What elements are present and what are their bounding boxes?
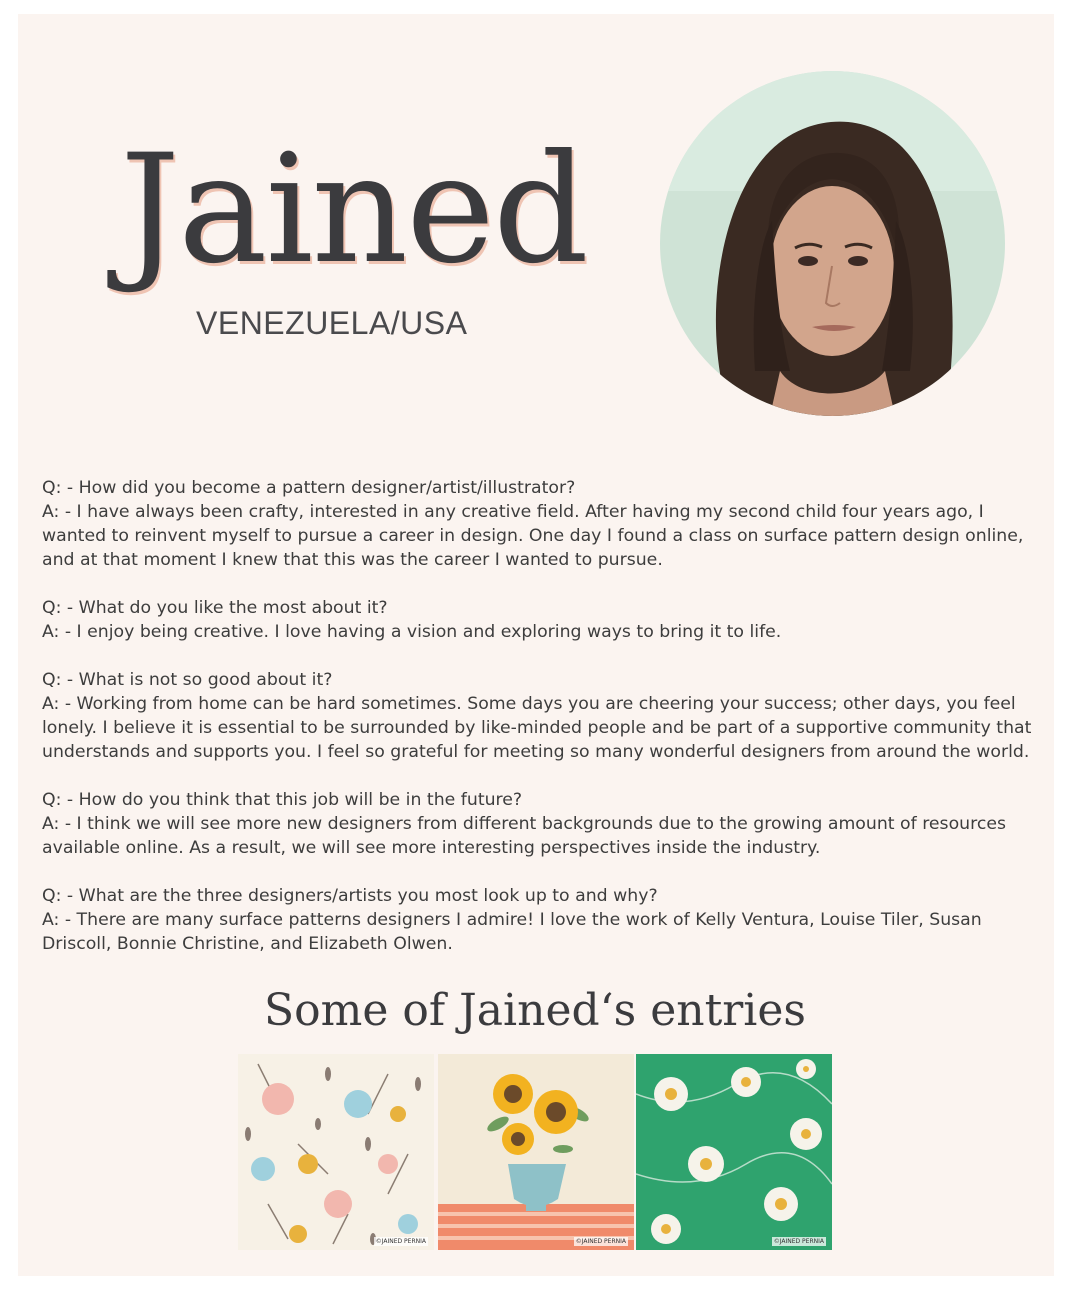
designer-portrait <box>660 71 1005 416</box>
question: Q: - What are the three designers/artists you most look up to and why? <box>42 886 658 906</box>
entry-credit: ©JAINED PERNIA <box>773 1238 824 1245</box>
interview-qa <box>42 476 1032 980</box>
answer: A: - I have always been crafty, interested in any creative field. After having my second child four years ago, I wanted to reinvent myself to pursue a career in design. One day I found a class on surface pattern design online, and at that moment I knew that this was the career I wanted to pursue. <box>42 502 1024 570</box>
answer: A: - I enjoy being creative. I love having a vision and exploring ways to bring it to life. <box>42 622 782 642</box>
entry-floral-green <box>636 1054 832 1250</box>
answer: A: - Working from home can be hard sometimes. Some days you are cheering your success; other days, you feel lonely. I believe it is essential to be surrounded by like-minded people and be part of a supportive community that understands and supports you. I feel so grateful for meeting so many wonderful designers from around the world. <box>42 694 1032 762</box>
qa-item <box>42 884 1032 956</box>
entry-credit: ©JAINED PERNIA <box>575 1238 626 1245</box>
designer-country: VENEZUELA/USA <box>196 305 468 341</box>
question: Q: - How do you think that this job will be in the future? <box>42 790 523 810</box>
qa-item <box>42 788 1032 860</box>
answer: A: - I think we will see more new designers from different backgrounds due to the growing amount of resources available online. As a result, we will see more interesting perspectives inside the industry. <box>42 814 1006 858</box>
entries-heading: Some of Jained‘s entries <box>264 985 806 1036</box>
answer: A: - There are many surface patterns designers I admire! I love the work of Kelly Ventura, Louise Tiler, Susan Driscoll, Bonnie Christine, and Elizabeth Olwen. <box>42 910 982 954</box>
question: Q: - How did you become a pattern designer/artist/illustrator? <box>42 478 576 498</box>
entry-sunflower-vase <box>438 1054 634 1250</box>
entry-floral-cream <box>238 1054 434 1250</box>
entry-credit: ©JAINED PERNIA <box>375 1238 426 1245</box>
question: Q: - What do you like the most about it? <box>42 598 388 618</box>
designer-name: Jained <box>120 123 587 297</box>
qa-item <box>42 668 1032 764</box>
question: Q: - What is not so good about it? <box>42 670 333 690</box>
qa-item <box>42 596 1032 644</box>
qa-item <box>42 476 1032 572</box>
